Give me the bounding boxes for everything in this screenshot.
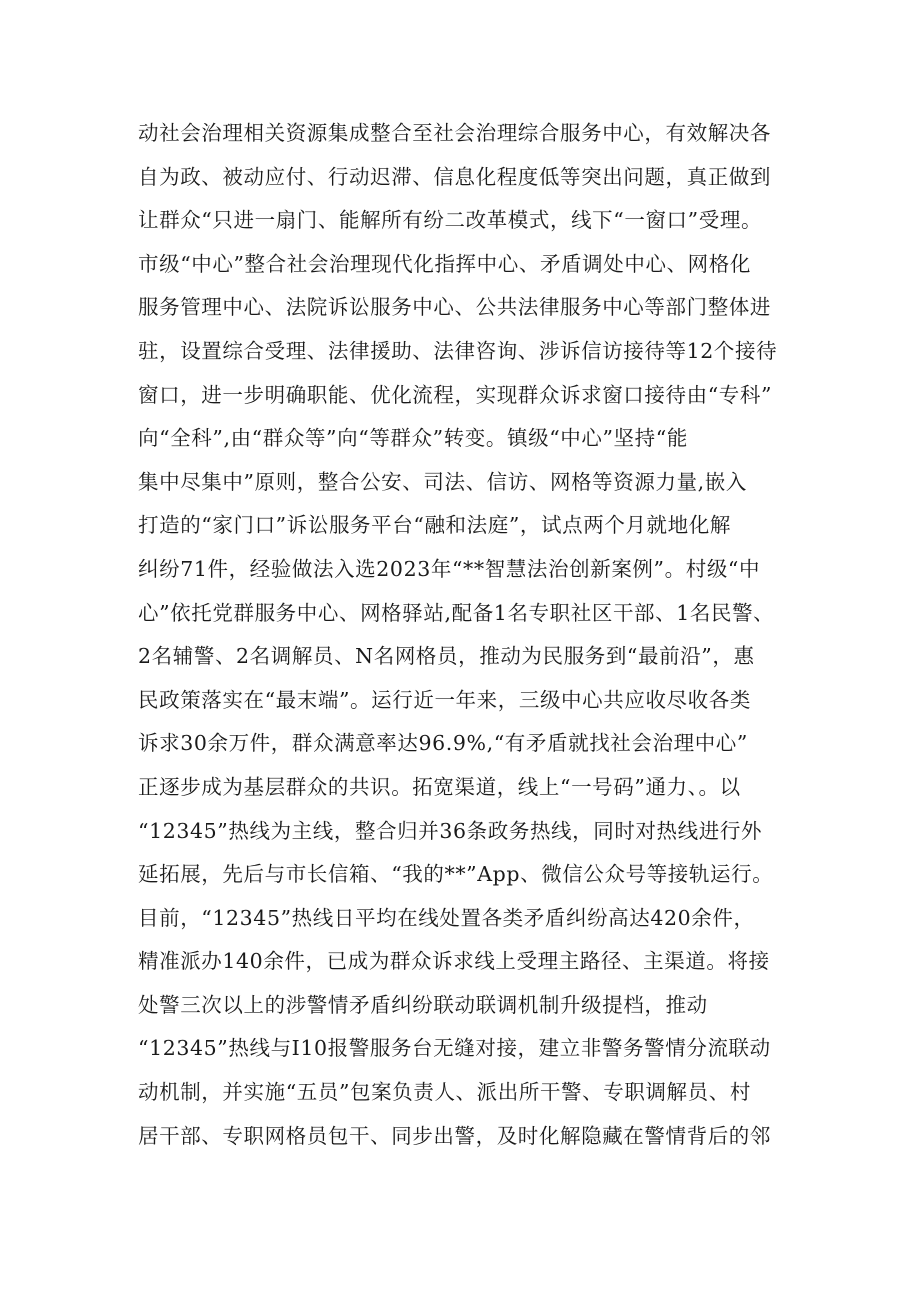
text-line: 目前，“12345”热线日平均在线处置各类矛盾纠纷高达420余件， — [138, 905, 755, 930]
text-line: 让群众“只进一扇门、能解所有纷二改革模式，线下“一窗口”受理。 — [138, 208, 763, 233]
text-line: 服务管理中心、法院诉讼服务中心、公共法律服务中心等部门整体进 — [138, 295, 771, 320]
body-paragraph — [138, 112, 798, 1158]
text-line: 诉求30余万件，群众满意率达96.9%,“有矛盾就找社会治理中心” — [138, 731, 748, 756]
text-line: 向“全科”,由“群众等”向“等群众”转变。镇级“中心”坚持“能 — [138, 426, 688, 451]
text-line: 精准派办140余件，已成为群众诉求线上受理主路径、主渠道。将接 — [138, 949, 770, 974]
text-line: 居干部、专职网格员包干、同步出警，及时化解隐藏在警情背后的邻 — [138, 1123, 771, 1148]
text-line: “12345”热线与I10报警服务台无缝对接，建立非警务警情分流联动 — [138, 1036, 771, 1061]
text-line: 动社会治理相关资源集成整合至社会治理综合服务中心，有效解决各 — [138, 121, 771, 145]
text-line: 市级“中心”整合社会治理现代化指挥中心、矛盾调处中心、网格化 — [138, 251, 751, 276]
text-line: 打造的“家门口”诉讼服务平台“融和法庭”，试点两个月就地化解 — [138, 513, 731, 538]
text-line: 民政策落实在“最末端”。运行近一年来，三级中心共应收尽收各类 — [138, 687, 751, 712]
text-line: 正逐步成为基层群众的共识。拓宽渠道，线上“一号码”通力、。以 — [138, 774, 741, 799]
text-line: 延拓展，先后与市长信箱、“我的**”App、微信公众号等接轨运行。 — [138, 862, 774, 887]
text-line: 处警三次以上的涉警情矛盾纠纷联动联调机制升级提档，推动 — [138, 992, 708, 1017]
text-line: 纠纷71件，经验做法入选2023年“**智慧法治创新案例”。村级“中 — [138, 556, 761, 581]
text-line: 驻，设置综合受理、法律援助、法律咨询、涉诉信访接待等12个接待 — [138, 338, 778, 363]
text-line: 2名辅警、2名调解员、N名网格员，推动为民服务到“最前沿”，惠 — [138, 644, 755, 669]
text-line: 心”依托党群服务中心、网格驿站,配备1名专职社区干部、1名民警、 — [138, 600, 775, 625]
text-line: 集中尽集中”原则，整合公安、司法、信访、网格等资源力量,嵌入 — [138, 469, 747, 494]
text-line: “12345”热线为主线，整合归并36条政务热线，同时对热线进行外 — [138, 818, 763, 843]
text-line: 自为政、被动应付、行动迟滞、信息化程度低等突出问题，真正做到 — [138, 164, 771, 189]
text-line: 窗口，进一步明确职能、优化流程，实现群众诉求窗口接待由“专科” — [138, 382, 773, 407]
text-line: 动机制，并实施“五员”包案负责人、派出所干警、专职调解员、村 — [138, 1080, 751, 1105]
